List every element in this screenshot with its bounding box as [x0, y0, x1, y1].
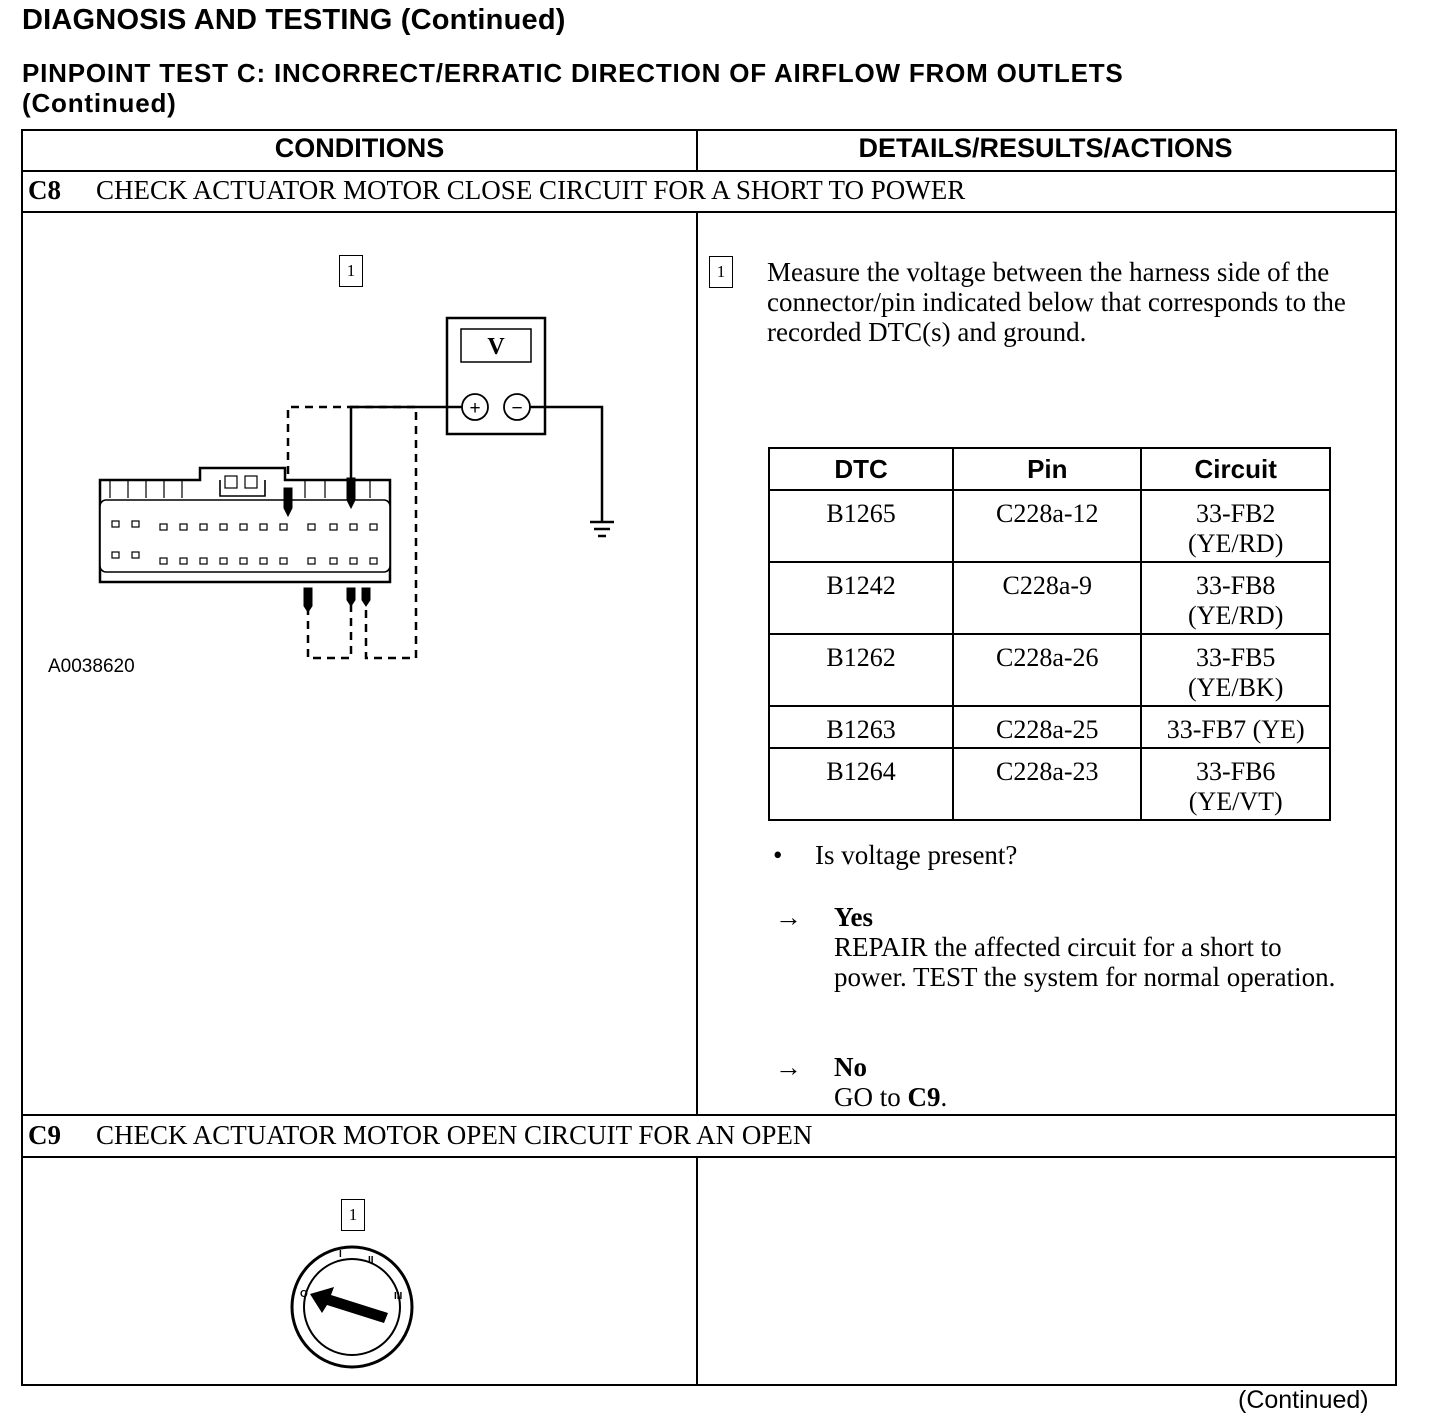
switch-label-3: III [394, 1291, 403, 1302]
cell-circuit: 33-FB5 (YE/BK) [1141, 634, 1330, 706]
section-subtitle [22, 58, 1124, 118]
column-divider-c8 [696, 211, 698, 1116]
cell-pin: C228a-12 [953, 490, 1141, 562]
header-pin: Pin [953, 448, 1141, 490]
divider-c9 [21, 1114, 1395, 1116]
column-header-conditions: CONDITIONS [274, 133, 445, 163]
column-header-details: DETAILS/RESULTS/ACTIONS [858, 133, 1233, 163]
cell-pin: C228a-23 [953, 748, 1141, 820]
go-to-step-link: C9 [907, 1082, 941, 1112]
cell-dtc: B1265 [769, 490, 953, 562]
meter-plus: + [469, 398, 481, 419]
step-c9-title-row [28, 1120, 812, 1151]
ignition-switch-diagram [288, 1243, 418, 1373]
cell-circuit: 33-FB2 (YE/RD) [1141, 490, 1330, 562]
cell-pin: C228a-25 [953, 706, 1141, 748]
cell-pin: C228a-26 [953, 634, 1141, 706]
arrow-icon: → [775, 902, 802, 932]
cell-dtc: B1263 [769, 706, 953, 748]
result-no [775, 1052, 1354, 1112]
step-c9-title: CHECK ACTUATOR MOTOR OPEN CIRCUIT FOR AN OPEN [96, 1120, 813, 1150]
divider-c9-title [21, 1156, 1395, 1158]
divider-c8-title [21, 211, 1395, 213]
divider-header [21, 170, 1395, 172]
header-dtc: DTC [769, 448, 953, 490]
figure-step-number-c8: 1 [339, 255, 363, 287]
table-row [769, 634, 1330, 706]
page-title: DIAGNOSIS AND TESTING (Continued) [22, 4, 566, 36]
voltmeter-connector-diagram [80, 300, 640, 670]
cell-dtc: B1262 [769, 634, 953, 706]
subtitle-line-2: (Continued) [22, 88, 177, 118]
question-bullet-item [773, 840, 1017, 871]
cell-pin: C228a-9 [953, 562, 1141, 634]
switch-label-1: I [339, 1249, 342, 1260]
step-c8-code: C8 [28, 175, 61, 205]
column-divider-c9 [696, 1156, 698, 1384]
cell-dtc: B1264 [769, 748, 953, 820]
switch-label-2: II [368, 1255, 374, 1266]
subtitle-line-1: PINPOINT TEST C: INCORRECT/ERRATIC DIRECTION OF AIRFLOW FROM OUTLETS [22, 58, 1124, 88]
step-c9-code: C9 [28, 1120, 61, 1150]
instruction-text: Measure the voltage between the harness side of the connector/pin indicated below that corresponds to the recorded DTC(s) and ground. [767, 257, 1346, 347]
bullet-dot: • [773, 840, 783, 870]
result-yes-title: Yes [834, 902, 873, 932]
voltmeter [447, 318, 545, 434]
figure-id: A0038620 [48, 656, 135, 677]
cell-circuit: 33-FB8 (YE/RD) [1141, 562, 1330, 634]
header-circuit: Circuit [1141, 448, 1330, 490]
dtc-pin-circuit-table [768, 447, 1331, 821]
cell-circuit: 33-FB7 (YE) [1141, 706, 1330, 748]
table-row [769, 562, 1330, 634]
question-text: Is voltage present? [815, 840, 1018, 870]
table-row [769, 748, 1330, 820]
meter-label: V [487, 334, 505, 360]
table-header-row [769, 448, 1330, 490]
result-yes [775, 902, 1354, 992]
step-c8-title: CHECK ACTUATOR MOTOR CLOSE CIRCUIT FOR A SHORT TO POWER [96, 175, 966, 205]
instruction-step-number-c8: 1 [709, 256, 733, 288]
result-yes-text: REPAIR the affected circuit for a short to power. TEST the system for normal operation. [834, 932, 1336, 992]
figure-step-number-c9: 1 [341, 1199, 365, 1231]
switch-label-off: O [300, 1289, 308, 1300]
step-c8-title-row [28, 175, 965, 206]
table-row [769, 706, 1330, 748]
cell-dtc: B1242 [769, 562, 953, 634]
meter-minus: − [511, 398, 523, 419]
result-no-title: No [834, 1052, 867, 1082]
table-row [769, 490, 1330, 562]
arrow-icon: → [775, 1052, 802, 1082]
result-no-text: GO to C9. [834, 1082, 948, 1112]
continued-footer: (Continued) [1238, 1386, 1369, 1414]
cell-circuit: 33-FB6 (YE/VT) [1141, 748, 1330, 820]
